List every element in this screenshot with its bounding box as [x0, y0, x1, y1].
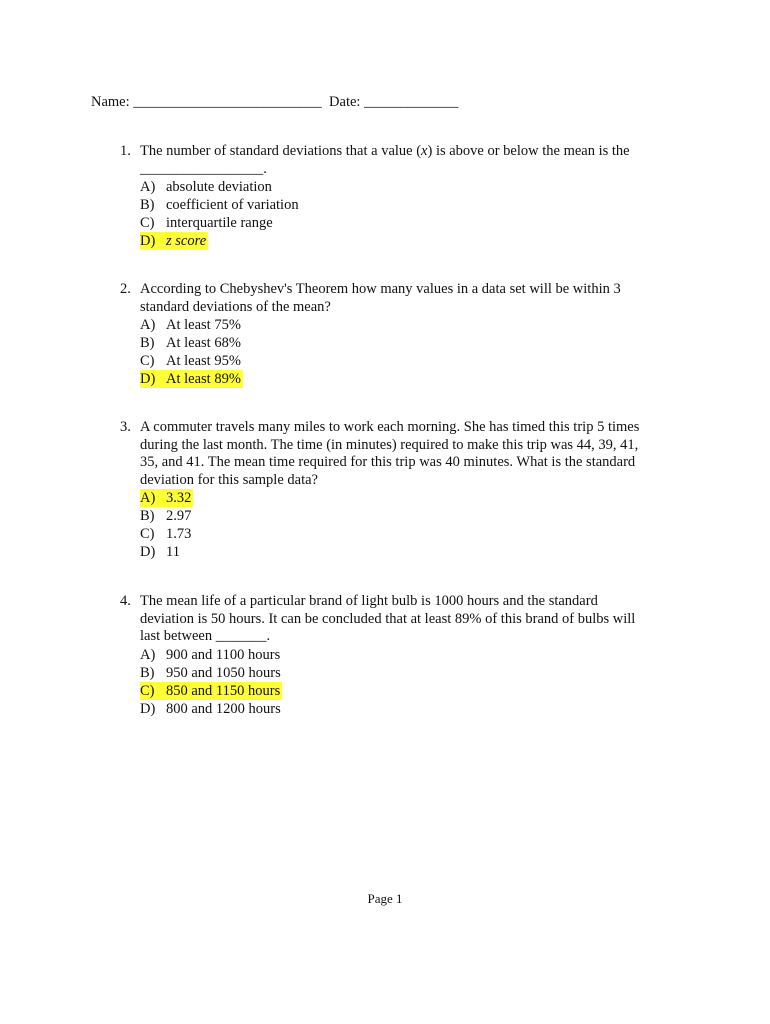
option-b [140, 196, 680, 214]
option-b [140, 507, 680, 525]
option-text: interquartile range [166, 215, 273, 231]
option-letter: B) [140, 508, 155, 524]
question-text-line: 35, and 41. The mean time required for this trip was 40 minutes. What is the standard [140, 454, 636, 470]
option-letter: A) [140, 179, 156, 195]
date-blank: _____________ [364, 94, 459, 110]
name-blank: __________________________ [133, 94, 322, 110]
option-text: 900 and 1100 hours [166, 646, 281, 663]
option-text: At least 68% [166, 335, 241, 351]
name-label: Name: [91, 94, 130, 110]
option-body [140, 353, 241, 369]
option-letter: B) [140, 197, 155, 213]
option-letter: C) [140, 526, 155, 542]
option-letter: A) [140, 317, 156, 333]
option-body [140, 179, 272, 195]
options-list [140, 489, 680, 561]
option-body [140, 665, 281, 681]
options-list [140, 646, 680, 718]
variable-x: x [421, 143, 428, 159]
option-letter: D) [140, 371, 156, 387]
question-number: 1. [120, 143, 131, 159]
option-body [140, 317, 241, 333]
question-3 [120, 419, 680, 561]
option-text: 950 and 1050 hours [166, 664, 281, 681]
question-text-line: _________________. [140, 160, 267, 177]
option-letter: A) [140, 646, 156, 663]
option-text: At least 89% [166, 371, 241, 387]
question-text-line: deviation is 50 hours. It can be concluded that at least 89% of this brand of bulbs will [140, 610, 636, 627]
option-text: At least 95% [166, 353, 241, 369]
option-letter: C) [140, 353, 155, 369]
option-c [140, 525, 680, 543]
question-text-line: last between _______. [140, 628, 271, 644]
option-body [140, 215, 273, 231]
date-label: Date: [329, 94, 361, 110]
option-text: coefficient of variation [166, 197, 299, 213]
option-body [140, 526, 191, 542]
options-list [140, 178, 680, 250]
answer-highlight [140, 682, 282, 700]
option-text: 11 [166, 544, 180, 560]
option-letter: C) [140, 682, 155, 699]
option-letter: A) [140, 490, 156, 506]
option-text: 800 and 1200 hours [166, 700, 281, 717]
option-body [140, 701, 281, 717]
question-number: 3. [120, 419, 131, 435]
option-text: absolute deviation [166, 179, 272, 195]
option-c [140, 214, 680, 232]
option-a [140, 489, 680, 507]
options-list [140, 316, 680, 388]
question-text-line: The number of standard deviations that a value (x) is above or below the mean is the [140, 143, 630, 159]
option-a [140, 178, 680, 196]
option-text: At least 75% [166, 317, 241, 333]
option-c [140, 352, 680, 370]
option-body [140, 335, 241, 351]
question-number: 4. [120, 593, 131, 609]
page-number: Page 1 [367, 891, 403, 906]
option-d [140, 370, 680, 388]
option-b [140, 334, 680, 352]
option-d [140, 700, 680, 718]
option-letter: D) [140, 544, 156, 560]
option-letter: B) [140, 335, 155, 351]
option-body [140, 544, 180, 560]
question-text-line: deviation for this sample data? [140, 471, 318, 488]
option-letter: B) [140, 664, 155, 681]
option-d [140, 232, 680, 250]
option-c [140, 682, 680, 700]
option-text: 3.32 [166, 490, 192, 506]
option-body [140, 508, 191, 524]
option-a [140, 316, 680, 334]
answer-highlight [140, 489, 193, 507]
question-text-line: A commuter travels many miles to work each morning. She has timed this trip 5 times [140, 419, 640, 435]
question-text-line: during the last month. The time (in minutes) required to make this trip was 44, 39, 41, [140, 436, 639, 453]
option-letter: C) [140, 215, 155, 231]
question-2 [120, 281, 680, 388]
question-text-line: According to Chebyshev's Theorem how many values in a data set will be within 3 [140, 281, 621, 297]
question-text-line: The mean life of a particular brand of light bulb is 1000 hours and the standard [140, 593, 598, 609]
option-a [140, 646, 680, 664]
option-letter: D) [140, 700, 156, 717]
option-d [140, 543, 680, 561]
option-b [140, 664, 680, 682]
answer-highlight [140, 232, 208, 250]
option-text: z score [166, 233, 207, 249]
answer-highlight [140, 370, 243, 388]
question-1 [120, 143, 680, 250]
option-body [140, 197, 299, 213]
option-text: 1.73 [166, 526, 192, 542]
question-number: 2. [120, 281, 131, 297]
question-4 [120, 593, 680, 718]
question-text-line: standard deviations of the mean? [140, 298, 331, 315]
header-line [91, 92, 458, 112]
option-text: 2.97 [166, 508, 192, 524]
option-body [140, 647, 280, 663]
option-letter: D) [140, 233, 156, 249]
option-text: 850 and 1150 hours [166, 682, 281, 699]
